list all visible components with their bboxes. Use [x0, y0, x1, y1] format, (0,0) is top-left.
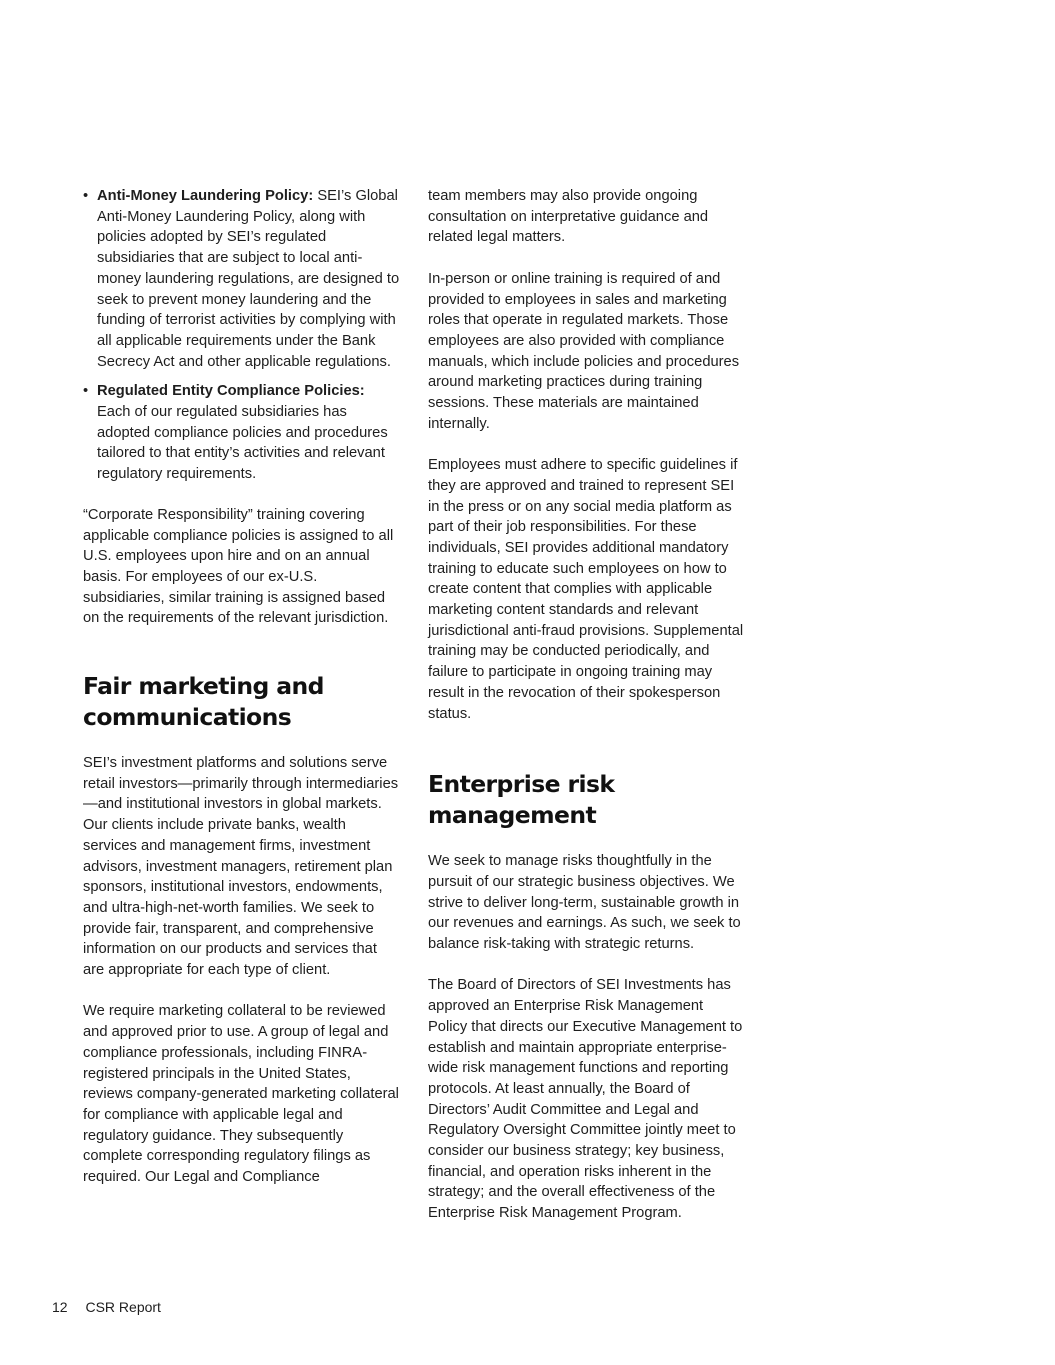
fair-marketing-paragraph-1: SEI’s investment platforms and solutions serve retail investors—primarily through intermediaries—and institutional investors in global markets. Our clients include private banks, wealth services and management firms, investment advisors, investment managers, retirement plan sponsors, institutional investors, endowments, and ultra-high-net-worth families. We seek to provide fair, transparent, and comprehensive information on our products and services that are appropriate for each type of client. — [83, 755, 399, 979]
risk-paragraph-2: The Board of Directors of SEI Investments has approved an Enterprise Risk Management Policy that directs our Executive Management to establish and maintain appropriate enterprise-wide risk management functions and reporting protocols. At least annually, the Board of Directors’ Audit Committee and Legal and Regulatory Oversight Committee jointly meet to consider our business strategy; key business, financial, and operation risks inherent in the strategy; and the overall effectiveness of the Enterprise Risk Management Program. — [428, 977, 743, 1222]
bullet-title-regulated-entity: Regulated Entity Compliance Policies: — [97, 383, 365, 400]
policy-bullet-list — [83, 186, 401, 485]
bullet-text-regulated-entity: Each of our regulated subsidiaries has adopted compliance policies and procedures tailored to that entity’s activities and relevant regulatory requirements. — [97, 404, 388, 483]
heading-enterprise-risk: Enterprise risk management — [428, 770, 615, 830]
bullet-regulated-entity-policies — [83, 381, 401, 485]
bullet-aml-policy — [83, 186, 401, 372]
training-paragraph: “Corporate Responsibility” training covering applicable compliance policies is assigned to all U.S. employees upon hire and on an annual basis. For employees of our ex-U.S. subsidiaries, similar training is assigned based on the requirements of the relevant jurisdiction. — [83, 506, 394, 627]
spokesperson-guidelines-paragraph: Employees must adhere to specific guidelines if they are approved and trained to represent SEI in the press or on any social media platform as part of their job responsibilities. For these individuals, SEI provides additional mandatory training to educate such employees on how to create content that complies with applicable marketing content standards and relevant jurisdictional anti-fraud provisions. Supplemental training may be conducted periodically, and failure to participate in ongoing training may result in the revocation of their spokesperson status. — [428, 457, 744, 722]
bullet-text-aml: SEI’s Global Anti-Money Laundering Policy, along with policies adopted by SEI’s regulated subsidiaries that are subject to local anti-money laundering regulations, are designed to seek to prevent money laundering and the funding of terrorist activities by complying with all applicable requirements under the Bank Secrecy Act and other applicable regulations. — [97, 188, 400, 370]
right-column — [428, 186, 744, 1245]
legal-compliance-continuation: team members may also provide ongoing consultation on interpretative guidance and related legal matters. — [428, 188, 709, 246]
footer-label: CSR Report — [85, 1299, 161, 1315]
bullet-title-aml: Anti-Money Laundering Policy: — [97, 188, 314, 204]
risk-paragraph-1: We seek to manage risks thoughtfully in the pursuit of our strategic business objectives. We strive to deliver long-term, sustainable growth in our revenues and earnings. As such, we seek to balance risk-taking with strategic returns. — [428, 853, 741, 953]
sales-training-paragraph: In-person or online training is required of and provided to employees in sales and marketing roles that operate in regulated markets. Those employees are also provided with compliance manuals, which include policies and procedures around marketing practices during training sessions. These materials are maintained internally. — [428, 270, 740, 432]
page-footer — [52, 1299, 161, 1315]
fair-marketing-paragraph-2: We require marketing collateral to be reviewed and approved prior to use. A group of legal and compliance professionals, including FINRA-registered principals in the United States, reviews company-generated marketing collateral for compliance with applicable legal and regulatory guidance. They subsequently complete corresponding regulatory filings as required. Our Legal and Compliance — [83, 1003, 399, 1186]
page-number: 12 — [52, 1299, 68, 1315]
left-column — [83, 186, 401, 1209]
heading-fair-marketing: Fair marketing and communications — [83, 672, 324, 732]
